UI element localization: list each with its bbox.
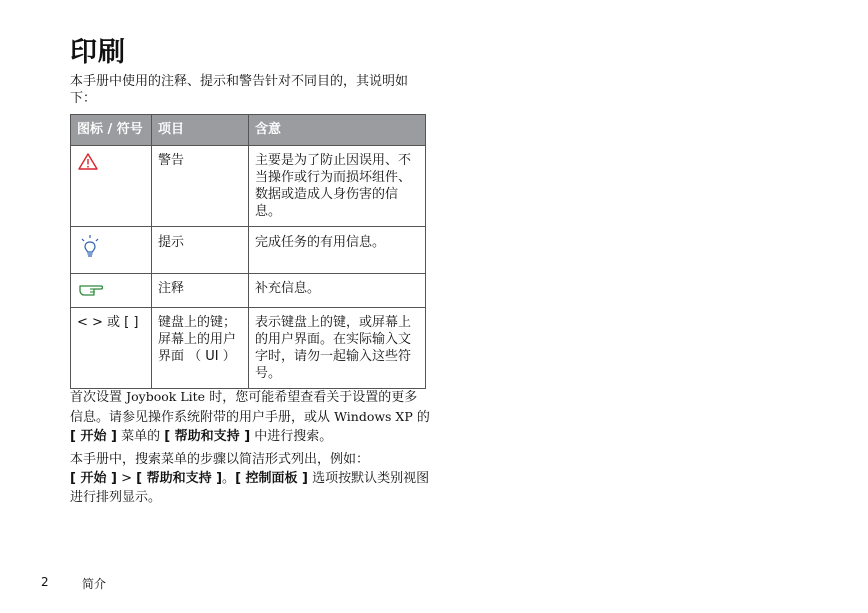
menu-start: [ 开始 ] — [70, 471, 117, 486]
conventions-table — [70, 114, 426, 389]
menu-start: [ 开始 ] — [70, 429, 117, 444]
menu-control-panel: [ 控制面板 ] — [235, 471, 308, 486]
header-icon-symbol: 图标 / 符号 — [71, 115, 152, 146]
item-cell: 提示 — [152, 227, 249, 274]
menu-help-support: [ 帮助和支持 ] — [136, 471, 223, 486]
menu-separator: > — [116, 471, 137, 486]
page-title: 印刷 — [70, 37, 126, 68]
pointing-hand-icon — [77, 280, 145, 298]
table-row — [71, 227, 426, 274]
menu-help-support: [ 帮助和支持 ] — [164, 429, 251, 444]
table-row — [71, 146, 426, 227]
table-row — [71, 274, 426, 308]
header-meaning: 含意 — [249, 115, 426, 146]
setup-paragraph — [70, 387, 430, 446]
meaning-cell: 完成任务的有用信息。 — [249, 227, 426, 274]
menu-steps-paragraph — [70, 450, 430, 507]
menu-separator: 。 — [222, 471, 236, 486]
text-fragment: 的 — [412, 410, 430, 425]
symbol-cell: < > 或 [ ] — [71, 308, 152, 389]
product-name: Joybook Lite — [126, 389, 206, 404]
icon-cell — [71, 146, 152, 227]
item-cell: 警告 — [152, 146, 249, 227]
lightbulb-icon — [77, 234, 145, 260]
meaning-cell: 主要是为了防止因误用、不当操作或行为而损坏组件、数据或造成人身伤害的信息。 — [249, 146, 426, 227]
text-fragment: 时，您可能希望查看关于设置的更多信息。请参见操作系统附带的用户手册，或从 — [70, 390, 418, 425]
icon-cell — [71, 227, 152, 274]
section-name: 简介 — [82, 577, 107, 591]
os-name: Windows XP — [334, 409, 413, 424]
text-fragment: 选项按默认类别视图进行排列显示。 — [70, 471, 430, 505]
icon-cell — [71, 274, 152, 308]
text-fragment: 菜单的 — [116, 429, 165, 444]
intro-text: 本手册中使用的注释、提示和警告针对不同目的，其说明如下： — [70, 74, 409, 106]
text-fragment: 中进行搜索。 — [250, 429, 333, 444]
table-header-row — [71, 115, 426, 146]
item-cell: 键盘上的键；屏幕上的用户界面 （ UI ） — [152, 308, 249, 389]
text-fragment: 本手册中，搜索菜单的步骤以简洁形式列出，例如： — [70, 452, 370, 467]
meaning-cell: 补充信息。 — [249, 274, 426, 308]
page-number: 2 — [41, 575, 49, 589]
warning-triangle-icon — [77, 152, 145, 172]
item-cell: 注释 — [152, 274, 249, 308]
text-fragment: 首次设置 — [70, 390, 127, 405]
header-item: 项目 — [152, 115, 249, 146]
table-row — [71, 308, 426, 389]
meaning-cell: 表示键盘上的键，或屏幕上的用户界面。在实际输入文字时，请勿一起输入这些符号。 — [249, 308, 426, 389]
